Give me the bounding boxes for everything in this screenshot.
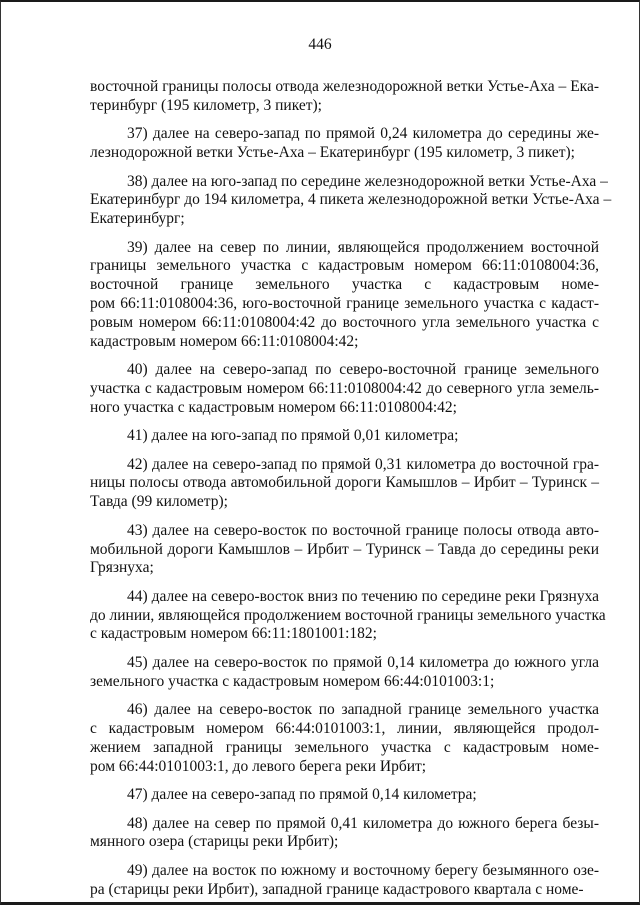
document-body: [90, 78, 612, 909]
text-line: кадастровым номером 66:11:0108004:42;: [90, 332, 359, 350]
text-line: Екатеринбург до 194 километра, 4 пикета железнодорожной ветки Устье-Аха –: [90, 191, 612, 209]
paragraph: [90, 78, 599, 116]
text-line: 43) далее на северо-восток по восточной границе полосы отвода авто-: [127, 521, 599, 539]
text-line: с кадастровым номером 66:11:1801001:182;: [90, 625, 377, 643]
text-line: 44) далее на северо-восток вниз по течению по середине реки Грязнуха: [127, 587, 599, 605]
text-line: жением западной границы земельного участка с кадастровым номе-: [90, 738, 599, 756]
text-line: мянного озера (старицы реки Ирбит);: [90, 833, 339, 851]
text-line: ровым номером 66:11:0108004:42 до восточного угла земельного участка с: [90, 313, 599, 331]
text-line: 37) далее на северо-запад по прямой 0,24 километра до середины же-: [127, 125, 599, 143]
paragraph: [90, 427, 599, 446]
paragraph: [90, 587, 606, 644]
text-line: с кадастровым номером 66:44:0101003:1, линии, являющейся продол-: [90, 719, 599, 737]
paragraph: [90, 786, 599, 805]
text-line: 48) далее на север по прямой 0,41 километра до южного берега безы-: [127, 814, 599, 832]
text-line: границы земельного участка с кадастровым номером 66:11:0108004:36,: [90, 257, 599, 275]
text-line: 45) далее на северо-восток по прямой 0,14 километра до южного угла: [127, 653, 599, 671]
text-line: 42) далее на северо-запад по прямой 0,31 километра до восточной гра-: [127, 455, 599, 473]
text-line: ного участка с кадастровым номером 66:11:0108004:42;: [90, 398, 457, 416]
text-line: 38) далее на юго-запад по середине железнодорожной ветки Устье-Аха –: [127, 172, 608, 190]
paragraph: [90, 456, 599, 512]
text-line: 41) далее на юго-запад по прямой 0,01 километра;: [127, 427, 459, 445]
text-line: ницы полосы отвода автомобильной дороги Камышлов – Ирбит – Туринск –: [90, 474, 599, 492]
text-line: до линии, являющейся продолжением восточной границы земельного участка: [90, 606, 606, 624]
paragraph: [90, 239, 599, 352]
text-line: ром 66:11:0108004:36, юго-восточной границе земельного участка с кадаст-: [90, 295, 599, 313]
text-line: 39) далее на север по линии, являющейся продолжением восточной: [127, 238, 599, 256]
text-line: 47) далее на северо-запад по прямой 0,14 километра;: [127, 786, 477, 804]
text-line: Тавда (99 километр);: [90, 493, 228, 511]
text-line: 40) далее на северо-запад по северо-восточной границе земельного: [127, 361, 599, 379]
paragraph: [90, 862, 599, 900]
paragraph: [90, 361, 599, 417]
page-number: 446: [308, 36, 332, 53]
paragraph: [90, 701, 599, 776]
paragraph: [90, 654, 599, 692]
text-line: лезнодорожной ветки Устье-Аха – Екатеринбург (195 километр, 3 пикет);: [90, 144, 575, 162]
text-line: восточной границе земельного участка с кадастровым номе-: [90, 276, 599, 294]
text-line: Екатеринбург;: [90, 210, 185, 228]
text-line: ра (старицы реки Ирбит), западной границе кадастрового квартала с номе-: [90, 880, 584, 898]
paragraph: [90, 815, 599, 853]
text-line: ром 66:44:0101003:1, до левого берега реки Ирбит;: [90, 757, 427, 775]
text-line: мобильной дороги Камышлов – Ирбит – Туринск – Тавда до середины реки: [90, 540, 599, 558]
text-line: 49) далее на восток по южному и восточному берегу безымянного озе-: [127, 861, 599, 879]
text-line: восточной границы полосы отвода железнодорожной ветки Устье-Аха – Ека-: [90, 78, 599, 95]
paragraph: [90, 125, 599, 163]
text-line: участка с кадастровым номером 66:11:0108004:42 до северного угла земель-: [90, 379, 599, 397]
text-line: Грязнуха;: [90, 559, 154, 577]
text-line: земельного участка с кадастровым номером 66:44:0101003:1;: [90, 672, 495, 690]
text-line: 46) далее на северо-восток по западной границе земельного участка: [127, 701, 599, 719]
paragraph: [90, 172, 612, 229]
text-line: теринбург (195 километр, 3 пикет);: [90, 96, 322, 114]
paragraph: [90, 522, 599, 578]
